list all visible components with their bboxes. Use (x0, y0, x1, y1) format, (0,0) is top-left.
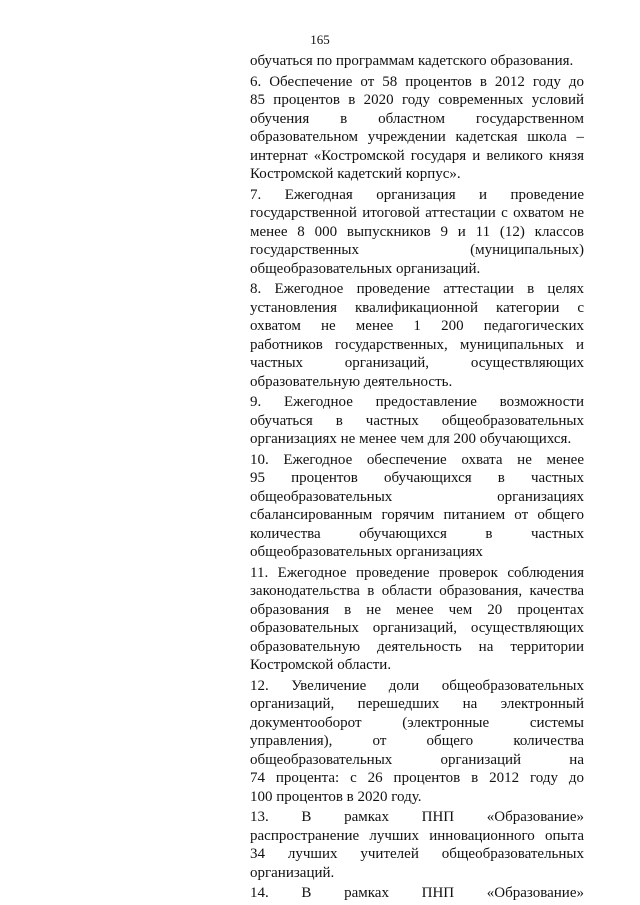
list-item (250, 73, 584, 184)
text-line: образовательных организаций, осуществляющих (250, 620, 584, 636)
text-line: 7. Ежегодная организация и проведение (250, 186, 584, 203)
text-line: законодательства в области образования, качества (250, 583, 584, 599)
list-item (250, 564, 584, 675)
page-number: 165 (310, 32, 330, 47)
text-line: организаций, перешедших на электронный (250, 696, 584, 712)
text-line: 100 процентов в 2020 году. (250, 788, 422, 805)
list-item (250, 52, 584, 71)
text-line: общеобразовательных организаций. (250, 260, 481, 277)
text-line: частных организаций, осуществляющих (250, 355, 584, 371)
body-text (250, 52, 584, 903)
text-line: документооборот (электронные системы (250, 714, 584, 731)
text-line: 74 процента: с 26 процентов в 2012 году до (250, 770, 584, 786)
text-line: образовательную деятельность на территории (250, 638, 584, 655)
text-line: обучаться по программам кадетского образования. (250, 53, 574, 69)
text-line: установления квалификационной категории с (250, 299, 584, 316)
text-line: Костромской кадетский корпус». (250, 166, 461, 182)
text-line: 13. В рамках ПНП «Образование» (250, 809, 584, 825)
text-line: работников государственных, муниципальных и (250, 336, 584, 353)
text-line: общеобразовательных организациях (250, 544, 483, 560)
list-item (250, 677, 584, 807)
list-item (250, 884, 584, 903)
text-line: 34 лучших учителей общеобразовательных (250, 846, 584, 862)
text-line: 85 процентов в 2020 году современных условий (250, 92, 584, 108)
text-line: 9. Ежегодное предоставление возможности (250, 394, 584, 410)
text-line: общеобразовательных организациях (250, 488, 584, 505)
text-line: 95 процентов обучающихся в частных (250, 470, 584, 486)
text-line: организациях не менее чем для 200 обучающихся. (250, 431, 572, 447)
text-line: распространение лучших инновационного опыта (250, 827, 584, 844)
text-line: образования в не менее чем 20 процентах (250, 601, 584, 618)
list-item (250, 186, 584, 279)
text-line: 11. Ежегодное проведение проверок соблюдения (250, 564, 584, 581)
text-line: образовательную деятельность. (250, 373, 453, 390)
text-line: 12. Увеличение доли общеобразовательных (250, 677, 584, 694)
text-line: менее 8 000 выпускников 9 и 11 (12) классов (250, 223, 584, 240)
text-line: обучения в областном государственном (250, 110, 584, 127)
text-line: управления), от общего количества (250, 733, 584, 749)
text-line: Костромской области. (250, 657, 392, 673)
text-line: государственной итоговой аттестации с охватом не (250, 205, 584, 221)
text-line: 10. Ежегодное обеспечение охвата не менее (250, 451, 584, 468)
text-line: охватом не менее 1 200 педагогических (250, 318, 584, 334)
text-line: 14. В рамках ПНП «Образование» (250, 885, 584, 901)
list-item (250, 808, 584, 882)
list-item (250, 393, 584, 449)
text-line: обучаться в частных общеобразовательных (250, 412, 584, 429)
text-line: 6. Обеспечение от 58 процентов в 2012 году до (250, 73, 584, 90)
text-line: государственных (муниципальных) (250, 242, 584, 258)
text-line: интернат «Костромской государя и великого князя (250, 147, 584, 164)
list-item (250, 451, 584, 562)
text-line: 8. Ежегодное проведение аттестации в целях (250, 281, 584, 297)
text-line: организаций. (250, 864, 335, 881)
text-line: образовательном учреждении кадетская школа – (250, 129, 584, 145)
text-line: сбалансированным горячим питанием от общего (250, 507, 584, 523)
text-line: количества обучающихся в частных (250, 525, 584, 542)
list-item (250, 280, 584, 391)
text-line: общеобразовательных организаций на (250, 751, 584, 768)
